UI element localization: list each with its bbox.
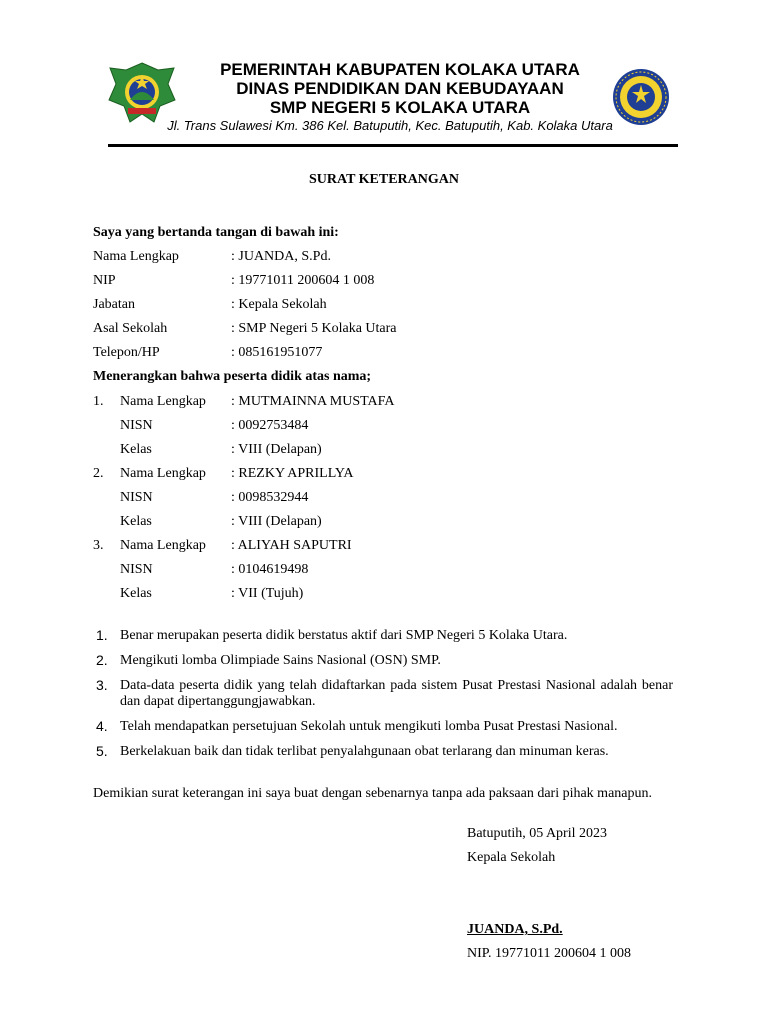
student-1-nisn-label: NISN [120,418,153,433]
student-2-nisn-label: NISN [120,490,153,505]
signature-position: Kepala Sekolah [467,850,556,865]
student-1-class: : VIII (Delapan) [231,442,322,457]
statement-4-number: 4. [96,718,108,734]
student-3-class-label: Kelas [120,586,152,601]
student-1-name: : MUTMAINNA MUSTAFA [231,394,395,409]
signer-name-label: Nama Lengkap [93,249,179,264]
intro-text: Saya yang bertanda tangan di bawah ini: [93,225,339,240]
letterhead-government: PEMERINTAH KABUPATEN KOLAKA UTARA [220,60,580,79]
statement-4-text: Telah mendapatkan persetujuan Sekolah untuk mengikuti lomba Pusat Prestasi Nasional. [120,719,618,734]
student-3-name-label: Nama Lengkap [120,538,206,553]
letterhead-school: SMP NEGERI 5 KOLAKA UTARA [269,98,531,117]
signer-school-label: Asal Sekolah [93,321,168,336]
signer-nip-value: : 19771011 200604 1 008 [231,273,375,288]
statement-3-text: Data-data peserta didik yang telah didaftarkan pada sistem Pusat Prestasi Nasional adalah benar dan dapat dipertanggungjawabkan. [120,678,673,709]
statement-1-number: 1. [96,627,108,643]
student-2-name: : REZKY APRILLYA [231,466,354,481]
student-2-class: : VIII (Delapan) [231,514,322,529]
letterhead-department: DINAS PENDIDIKAN DAN KEBUDAYAAN [236,79,564,98]
closing-paragraph: Demikian surat keterangan ini saya buat dengan sebenarnya tanpa ada paksaan dari pihak manapun. [93,786,653,801]
signer-school-value: : SMP Negeri 5 Kolaka Utara [231,321,397,336]
statement-5-text: Berkelakuan baik dan tidak terlibat penyalahgunaan obat terlarang dan minuman keras. [120,744,609,759]
statement-5-number: 5. [96,743,108,759]
student-3-class: : VII (Tujuh) [231,586,304,601]
signer-position-value: : Kepala Sekolah [231,297,327,312]
student-2-number: 2. [93,466,104,481]
student-3-name: : ALIYAH SAPUTRI [231,538,352,553]
signature-nip: NIP. 19771011 200604 1 008 [467,946,631,961]
signer-position-label: Jabatan [93,297,135,312]
student-2-nisn: : 0098532944 [231,490,309,505]
letterhead-address: Jl. Trans Sulawesi Km. 386 Kel. Batuputih, Kec. Batuputih, Kab. Kolaka Utara [167,118,613,133]
student-1-number: 1. [93,394,104,409]
signer-phone-value: : 085161951077 [231,345,323,360]
document-title: SURAT KETERANGAN [308,172,459,187]
statement-1-text: Benar merupakan peserta didik berstatus aktif dari SMP Negeri 5 Kolaka Utara. [120,628,568,643]
student-3-nisn-label: NISN [120,562,153,577]
student-1-nisn: : 0092753484 [231,418,309,433]
signature-name: JUANDA, S.Pd. [467,922,563,937]
student-3-number: 3. [93,538,104,553]
statement-3-number: 3. [96,677,108,693]
student-2-name-label: Nama Lengkap [120,466,206,481]
statement-2-number: 2. [96,652,108,668]
student-3-nisn: : 0104619498 [231,562,309,577]
signer-name-value: : JUANDA, S.Pd. [231,249,331,264]
letterhead-divider [108,144,678,147]
student-1-name-label: Nama Lengkap [120,394,206,409]
signature-place-date: Batuputih, 05 April 2023 [467,826,607,841]
statement-2-text: Mengikuti lomba Olimpiade Sains Nasional (OSN) SMP. [120,653,441,668]
students-intro-text: Menerangkan bahwa peserta didik atas nama; [93,369,372,384]
signer-phone-label: Telepon/HP [93,345,160,360]
student-1-class-label: Kelas [120,442,152,457]
signer-nip-label: NIP [93,273,116,288]
student-2-class-label: Kelas [120,514,152,529]
